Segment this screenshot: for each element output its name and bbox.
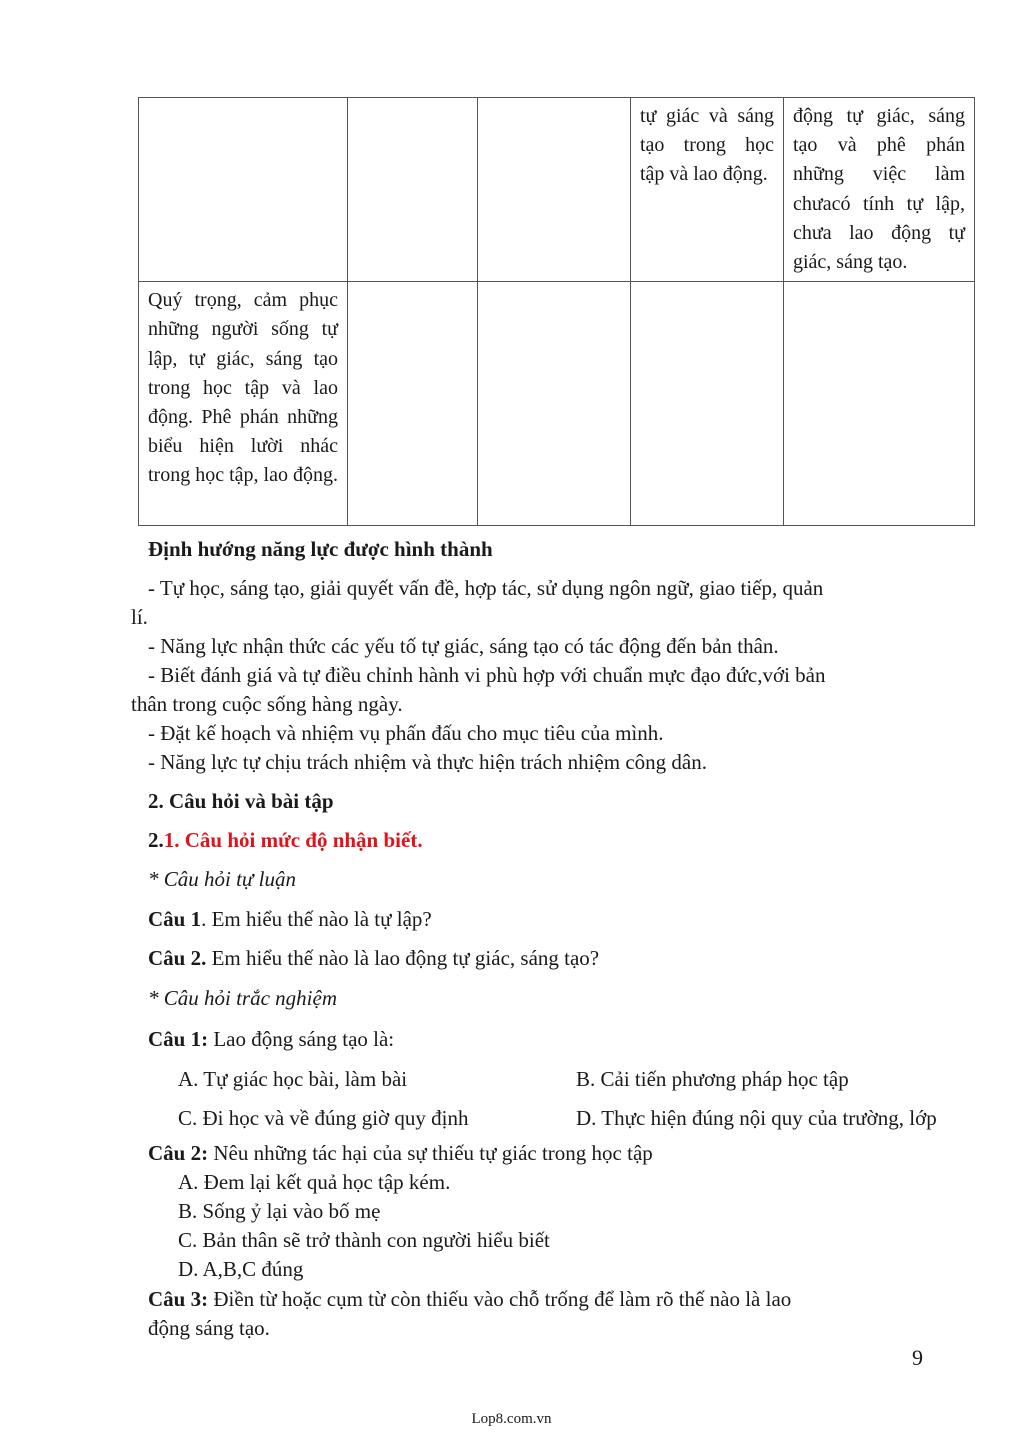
competence-line: - Năng lực nhận thức các yếu tố tự giác, sáng tạo có tác động đến bản thân. [148,634,779,658]
question [148,905,432,934]
answer-option: D. A,B,C đúng [178,1257,304,1281]
answer-option: B. Cải tiến phương pháp học tập [576,1067,849,1091]
question-text: Em hiểu thế nào là lao động tự giác, sáng tạo? [206,946,600,970]
subsection-title: 1. Câu hỏi mức độ nhận biết. [163,828,423,852]
competence-line: lí. [131,605,148,629]
answer-option: C. Bản thân sẽ trở thành con người hiểu biết [178,1228,550,1252]
competence-line: - Năng lực tự chịu trách nhiệm và thực hiện trách nhiệm công dân. [148,750,707,774]
table-cell [348,98,478,282]
table-cell [139,98,348,282]
subsection-heading [148,826,423,855]
table-cell: tự giác và sáng tạo trong học tập và lao động. [631,98,784,282]
page-number: 9 [912,1345,923,1370]
essay-label: * Câu hỏi tự luận [148,867,296,891]
competence-heading: Định hướng năng lực được hình thành [148,537,493,561]
question [148,944,599,973]
question-text: . Em hiểu thế nào là tự lập? [201,907,432,931]
question-text: Điền từ hoặc cụm từ còn thiếu vào chỗ trống để làm rõ thế nào là lao [208,1287,792,1311]
table-cell: động tự giác, sáng tạo và phê phán những việc làm chưacó tính tự lập, chưa lao động tự giác, sáng tạo. [784,98,975,282]
table-cell [348,282,478,526]
table-row [139,98,975,282]
competence-line: - Tự học, sáng tạo, giải quyết vấn đề, hợp tác, sử dụng ngôn ngữ, giao tiếp, quản [148,576,824,600]
competence-line: thân trong cuộc sống hàng ngày. [131,692,403,716]
answer-option: A. Tự giác học bài, làm bài [178,1067,408,1091]
section-heading: 2. Câu hỏi và bài tập [148,789,334,813]
answer-option: A. Đem lại kết quả học tập kém. [178,1170,451,1194]
content-table [138,97,975,526]
table-cell [478,282,631,526]
table-cell [631,282,784,526]
question [148,1139,653,1168]
answer-option: B. Sống ỷ lại vào bố mẹ [178,1199,381,1223]
subsection-prefix: 2. [148,828,164,852]
question-label: Câu 1: [148,1027,209,1051]
question [148,1025,394,1054]
question-text: Nêu những tác hại của sự thiếu tự giác trong học tập [208,1141,653,1165]
table-cell [784,282,975,526]
mc-label: * Câu hỏi trắc nghiệm [148,986,337,1010]
question-label: Câu 1 [148,907,202,931]
question-label: Câu 2. [148,946,207,970]
answer-option: C. Đi học và về đúng giờ quy định [178,1106,469,1130]
table-row [139,282,975,526]
question-label: Câu 2: [148,1141,209,1165]
answer-option: D. Thực hiện đúng nội quy của trường, lớp [576,1106,937,1130]
table-cell [478,98,631,282]
question-continuation: động sáng tạo. [148,1316,270,1340]
question-text: Lao động sáng tạo là: [208,1027,395,1051]
competence-line: - Đặt kế hoạch và nhiệm vụ phấn đấu cho mục tiêu của mình. [148,721,664,745]
question [148,1285,791,1314]
footer-text: Lop8.com.vn [471,1411,552,1427]
table-cell: Quý trọng, cảm phục những người sống tự lập, tự giác, sáng tạo trong học tập và lao động. Phê phán những biểu hiện lười nhác trong học tập, lao động. [139,282,348,526]
question-label: Câu 3: [148,1287,209,1311]
competence-line: - Biết đánh giá và tự điều chỉnh hành vi phù hợp với chuẩn mực đạo đức,với bản [148,663,826,687]
